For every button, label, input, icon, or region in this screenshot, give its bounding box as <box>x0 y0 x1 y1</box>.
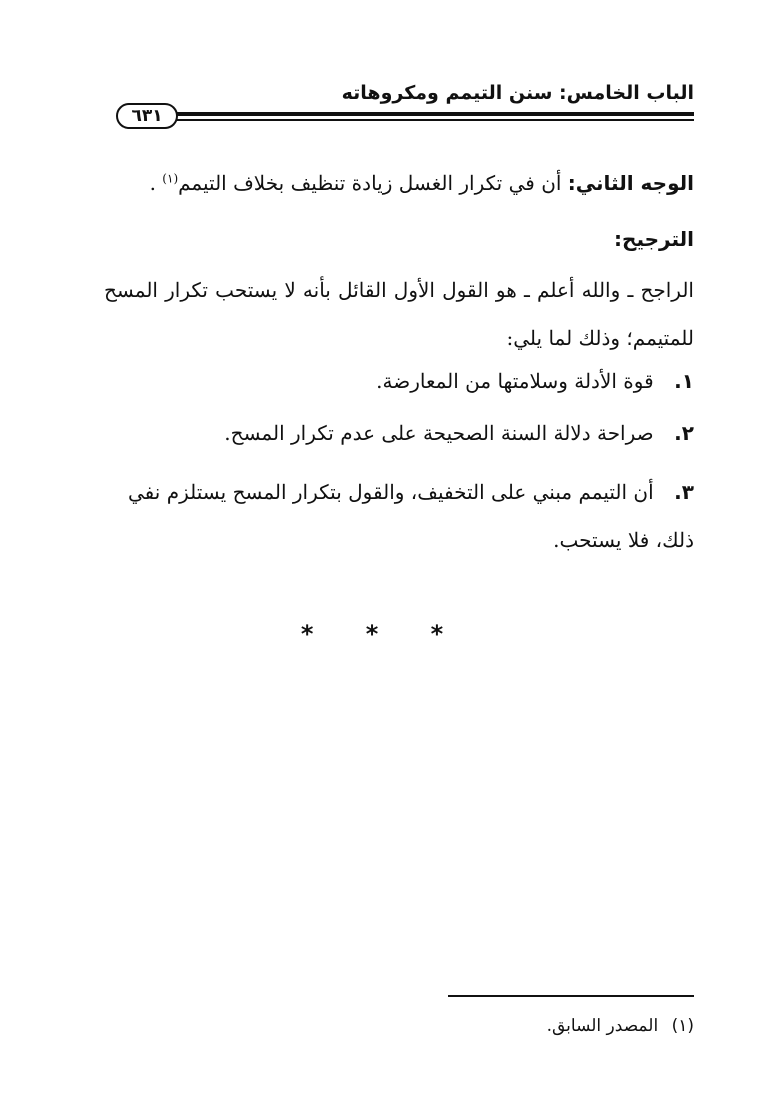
section-separator: * * * <box>300 620 466 648</box>
header-rule-thick <box>168 112 694 116</box>
tarjih-paragraph: الراجح ـ والله أعلم ـ هو القول الأول القائل بأنه لا يستحب تكرار المسح للمتيمم؛ وذلك لما يلي: <box>104 278 694 350</box>
second-aspect-text: أن في تكرار الغسل زيادة تنظيف بخلاف التيمم <box>178 171 562 195</box>
list-item-number: ٣. <box>674 480 694 504</box>
list-item-text: صراحة دلالة السنة الصحيحة على عدم تكرار المسح. <box>224 421 654 445</box>
footnote-text: المصدر السابق. <box>546 1016 659 1036</box>
page-number: ٦٣١ <box>131 106 163 126</box>
footnote-reference: (١) <box>162 171 179 186</box>
footnote-rule <box>448 995 694 997</box>
running-header <box>342 80 694 106</box>
page-number-badge <box>116 103 178 129</box>
second-aspect-paragraph <box>104 168 694 198</box>
chapter-title: سنن التيمم ومكروهاته <box>341 82 553 104</box>
footnote <box>547 1014 694 1038</box>
list-item-text: أن التيمم مبني على التخفيف، والقول بتكرار المسح يستلزم نفي ذلك، فلا يستحب. <box>128 480 694 552</box>
list-item <box>104 418 694 448</box>
second-aspect-end: . <box>149 171 156 195</box>
list-item-number: ٢. <box>674 421 694 445</box>
list-item <box>104 468 694 564</box>
tarjih-heading: الترجيح: <box>614 227 694 251</box>
chapter-label: الباب الخامس: <box>559 82 694 104</box>
list-item-text: قوة الأدلة وسلامتها من المعارضة. <box>376 369 654 393</box>
list-item-number: ١. <box>674 369 694 393</box>
footnote-number: (١) <box>671 1016 694 1036</box>
second-aspect-lead: الوجه الثاني: <box>567 171 694 195</box>
header-rule-thin <box>168 119 694 121</box>
list-item <box>104 366 694 396</box>
